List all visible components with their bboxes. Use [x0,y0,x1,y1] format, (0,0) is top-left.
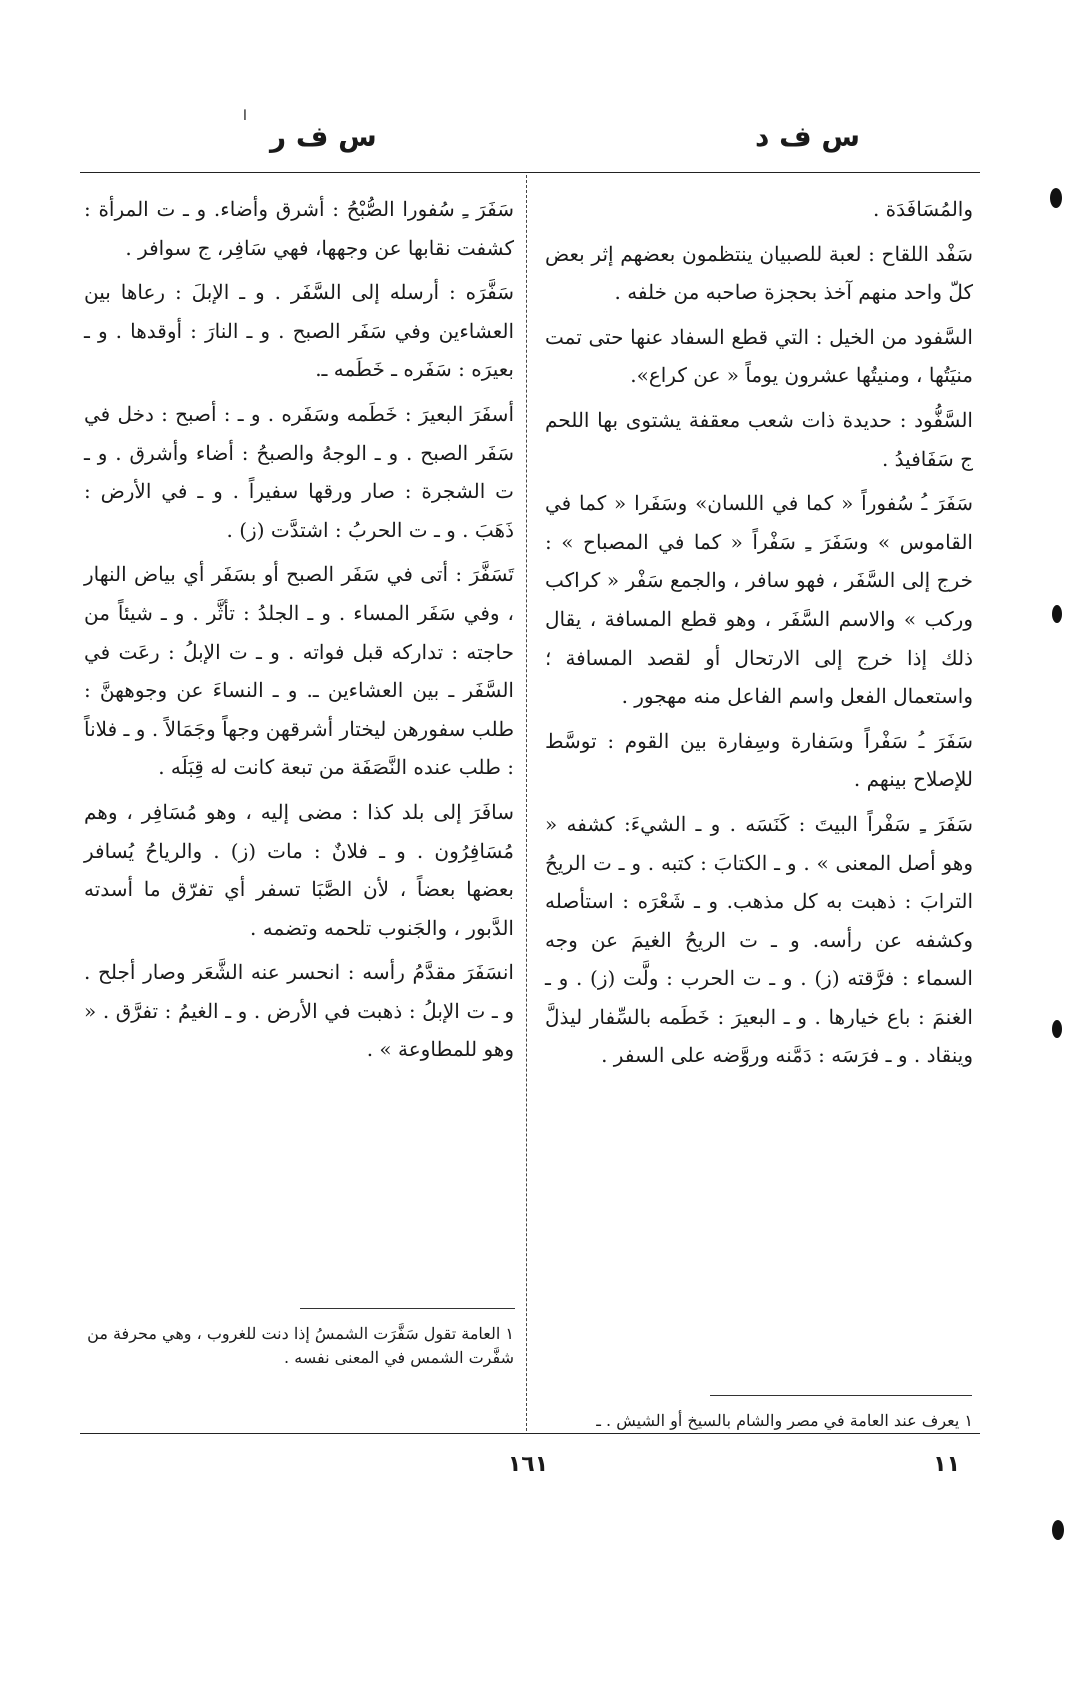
footnote-right: ١ يعرف عند العامة في مصر والشام بالسيخ أو الشيش . ـ [596,1411,973,1430]
signature-mark: ١١ [933,1452,960,1477]
entry: أسفَرَ البعيرَ : خَطَمه وسَفَره . و ـ : أصبح : دخل في سَفَر الصبح . و ـ الوجهُ والصبحُ : أضاء وأشرق . و ـ ت الشجرة : صار ورقها سفيراً . و ـ في الأرض : ذَهَبَ . و ـ ت الحربُ : اشتدَّت (ز) . [84,401,514,542]
entry: السَّفود من الخيل : التي قطع السفاد عنها حتى تمت منيَتُها ، ومنيتُها عشرون يوماً « عن كراع». [545,324,973,388]
footnote-rule-left [300,1308,515,1309]
entry: السَّفُّود : حديدة ذات شعب معقفة يشتوى بها اللحم ج سَفَافيدُ . [545,407,973,471]
entry: سافَرَ إلى بلد كذا : مضى إليه ، وهو مُسَافِر ، وهم مُسَافِرُون . و ـ فلانٌ : مات (ز) . والرياحُ يُسافر بعضها بعضاً ، لأن الصَّبَا تسفر أي تفرّق ما أسدته الدَّبور ، والجَنوب تلحمه وتضمه . [84,799,514,940]
header-root-left: س ف ر [270,120,377,153]
right-column [545,190,973,1081]
entry: سَفْد اللقاح : لعبة للصبيان ينتظمون بعضهم إثر بعض كلّ واحد منهم آخذ بحجزة صاحبه من خلفه . [545,241,973,305]
entry: سَفَرَ ـِ سَفْراً البيتَ : كَنَسَه . و ـ الشيءَ: كشفه « وهو أصل المعنى » . و ـ الكتابَ : كتبه . و ـ ت الريحُ الترابَ : ذهبت به كل مذهب. و ـ شَعْرَه : استأصله وكشفه عن رأسه. و ـ ت الريحُ الغيمَ عن وجه السماء : فرَّقته (ز) . و ـ ت الحرب : ولَّت (ز) . و ـ الغنمَ : باع خيارها . و ـ البعيرَ : خَطَمه بالسِّفار ليذلَّ وينقاد . و ـ فرَسَه : دَمَّنه وروَّضه على السفر . [545,811,973,1068]
binding-hole [1052,605,1062,623]
margin-mark: ا [243,108,247,124]
left-column [84,190,514,1075]
binding-hole [1052,1520,1064,1540]
entry: سَفَرَ ـُ سَفْراً وسَفارة وسِفارة بين القوم : توسَّط للإصلاح بينهم . [545,728,973,792]
entry: تَسَفَّرَ : أتى في سَفَر الصبح أو بسَفَر أي بياض النهار ، وفي سَفَر المساء . و ـ الجلدُ : تأثَّر . و ـ شيئاً من حاجته : تداركه قبل فواته . و ـ ت الإبلُ : رعَت في السَّفَر ـ بين العشاءين ـ. و ـ النساءَ عن وجوههنَّ : طلب سفورهن ليختار أشرقهن وجهاً وجَمَالاً . و ـ فلاناً : طلب عنده النَّصَفَة من تبعة كانت له قِبَلَه . [84,562,514,780]
entry: سَفَرَ ـُ سُفوراً « كما في اللسان» وسَفَرا « كما في القاموس » وسَفَرَ ـِ سَفْراً « كما في المصباح » : خرج إلى السَّفَر ، فهو سافر ، والجمع سَفْر « كراكب وركب » والاسم السَّفَر ، وهو قطع المسافة ، يقال ذلك إذا خرج إلى الارتحال أو لقصد المسافة ؛ واستعمال الفعل واسم الفاعل منه مهجور . [545,491,973,709]
entry: سَفَّرَه : أرسله إلى السَّفَر . و ـ الإبلَ : رعاها بين العشاءين وفي سَفَر الصبح . و ـ النارَ : أوقدها . و ـ بعيرَه : سَفَره ـ خَطَمه ـ. [84,280,514,382]
page-header [70,120,970,160]
entry: انسَفَرَ مقدَّمُ رأسه : انحسر عنه الشَّعَر وصار أجلح . و ـ ت الإبلُ : ذهبت في الأرض . و ـ الغيمُ : تفرَّق . « وهو للمطاوعة » . [84,960,514,1062]
footnote-rule-right [710,1395,972,1396]
binding-hole [1052,1020,1062,1038]
header-rule [80,172,980,173]
page-number: ١٦١ [507,1452,549,1477]
binding-hole [1050,188,1062,208]
entry: سَفَرَ ـِ سُفورا الصُّبْحُ : أشرق وأضاء. و ـ ت المرأة : كشفت نقابها عن وجهها، فهي سَافِر، ج سوافر . [84,197,514,260]
column-divider [526,175,527,1431]
footer-rule [80,1433,980,1434]
footnote-left: ١ العامة تقول سَفَّرَت الشمسُ إذا دنت للغروب ، وهي محرفة من شفَّرت الشمس في المعنى نفسه . [87,1324,514,1367]
header-root-right: س ف د [754,120,860,153]
entry: والمُسَافَدَة . [872,197,973,221]
